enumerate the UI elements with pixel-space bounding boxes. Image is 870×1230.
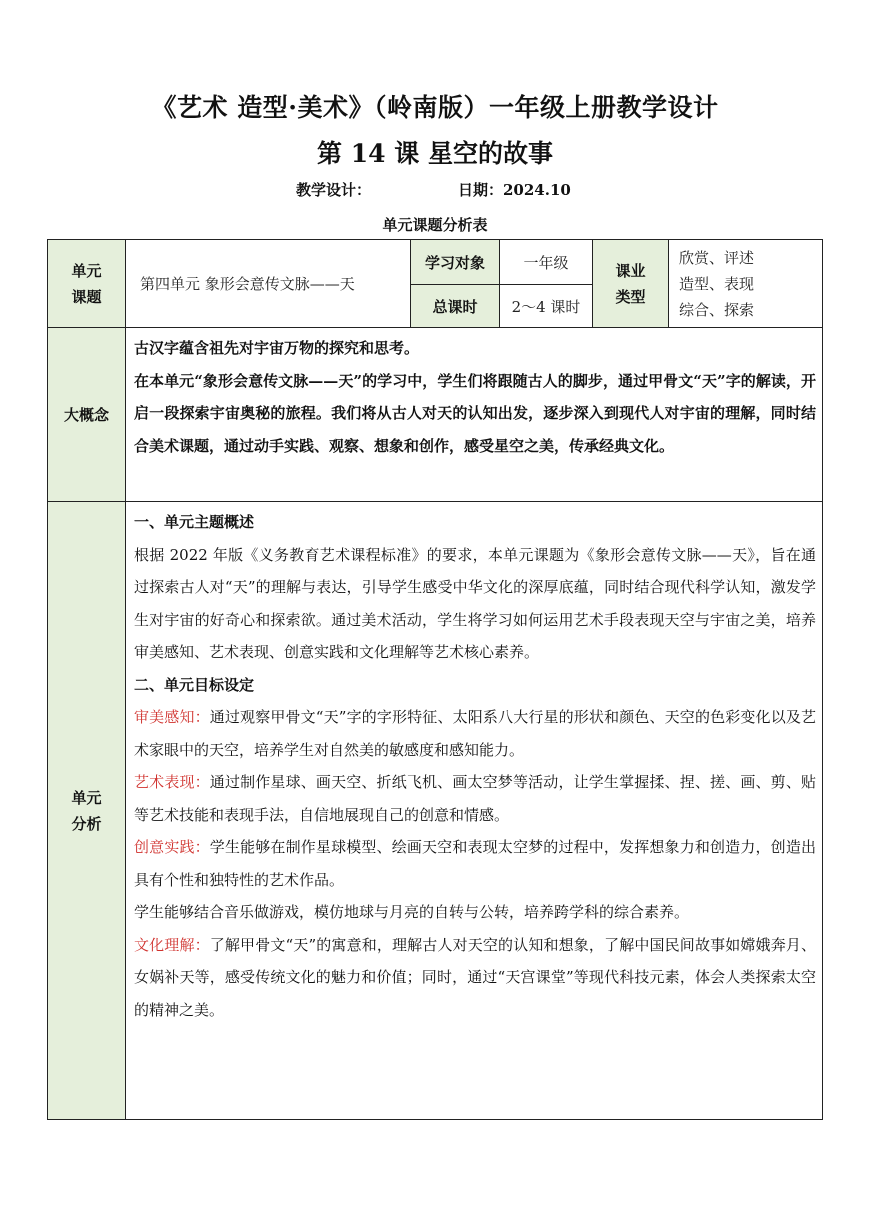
goal-label: 文化理解： [134,935,210,954]
type-item: 造型、表现 [679,274,755,293]
goal-label: 创意实践： [134,838,210,856]
hours-label: 总课时 [411,285,500,328]
goal-aesthetic: 审美感知：通过观察甲骨文“天”字的字形特征、太阳系八大行星的形状和颜色、天空的色彩变化以及艺术家眼中的天空，培养学生对自然美的敏感度和感知能力。 [134,708,816,759]
goal-creative: 创意实践：学生能够在制作星球模型、绘画天空和表现太空梦的过程中，发挥想象力和创造力，创造出具有个性和独特性的艺术作品。 [134,838,816,889]
date-label: 日期：2024.10 [458,181,571,199]
goal-culture: 文化理解：了解甲骨文“天”的寓意和，理解古人对天空的认知和想象，了解中国民间故事如嫦娥奔月、女娲补天等，感受传统文化的魅力和价值；同时，通过“天宫课堂”等现代科技元素，体会人类探索太空的精神之美。 [134,935,816,1019]
goal-label: 艺术表现： [134,773,210,791]
analysis-content [126,502,823,1120]
unit-topic-value: 第四单元 象形会意传文脉——天 [126,240,411,328]
section2-title: 二、单元目标设定 [134,675,255,694]
big-concept-p1: 古汉字蕴含祖先对宇宙万物的探究和思考。 [134,339,420,357]
type-label: 课业类型 [593,240,669,328]
section1-title: 一、单元主题概述 [134,513,255,531]
big-concept-p2: 在本单元“象形会意传文脉——天”的学习中，学生们将跟随古人的脚步，通过甲骨文“天”字的解读，开启一段探索宇宙奥秘的旅程。我们将从古人对天的认知出发，逐步深入到现代人对宇宙的理解，同时结合美术课题，通过动手实践、观察、想象和创作，感受星空之美，传承经典文化。 [134,371,816,455]
goal-label: 审美感知： [134,708,210,726]
goal-expression: 艺术表现：通过制作星球、画天空、折纸飞机、画太空梦等活动，让学生掌握揉、捏、搓、画、剪、贴等艺术技能和表现手法，自信地展现自己的创意和情感。 [134,773,816,824]
type-values [669,240,823,328]
analysis-header: 单元分析 [48,502,126,1120]
goal-creative-extra: 学生能够结合音乐做游戏，模仿地球与月亮的自转与公转，培养跨学科的综合素养。 [134,903,690,921]
table-caption: 单元课题分析表 [382,216,488,234]
unit-analysis-table [47,239,823,1120]
target-label: 学习对象 [411,240,500,285]
target-value: 一年级 [500,240,593,285]
big-concept-header: 大概念 [48,328,126,502]
document-title: 《艺术 造型·美术》（岭南版）一年级上册教学设计 [151,93,719,122]
lesson-title: 第 14 课 星空的故事 [317,139,553,168]
type-item: 综合、探索 [679,300,755,319]
big-concept-content [126,328,823,502]
section1-body: 根据 2022 年版《义务教育艺术课程标准》的要求，本单元课题为《象形会意传文脉——天》，旨在通过探索古人对“天”的理解与表达，引导学生感受中华文化的深厚底蕴，同时结合现代科学认知，激发学生对宇宙的好奇心和探索欲。通过美术活动，学生将学习如何运用艺术手段表现天空与宇宙之美，培养审美感知、艺术表现、创意实践和文化理解等艺术核心素养。 [134,545,816,661]
designer-label: 教学设计： [296,181,372,199]
type-item: 欣赏、评述 [679,248,755,267]
hours-value: 2～4 课时 [500,285,593,328]
unit-topic-header: 单元课题 [48,240,126,328]
